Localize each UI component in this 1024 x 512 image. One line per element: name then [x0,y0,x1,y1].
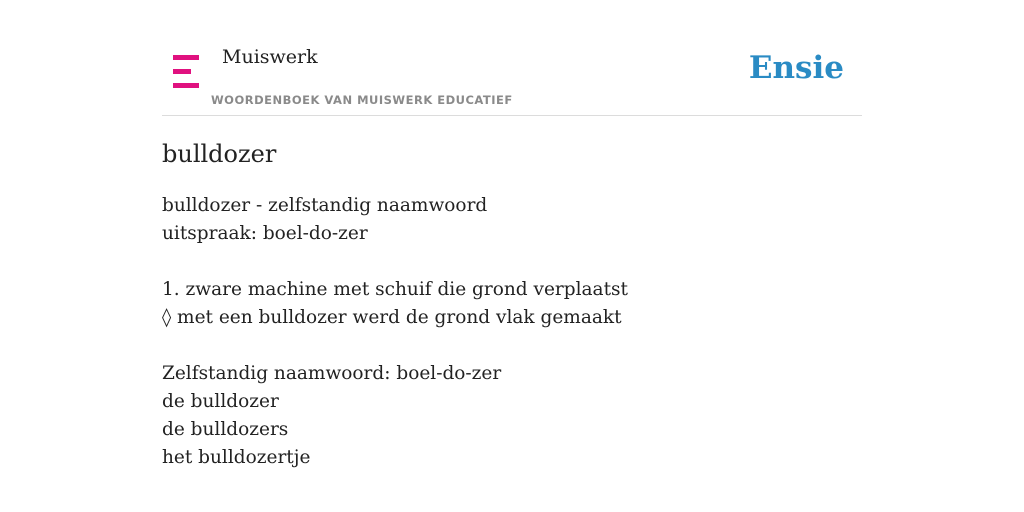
page [162,0,862,512]
logo-bar-bottom [173,83,199,88]
word-form-singular: de bulldozer [162,391,279,412]
part-of-speech-line: bulldozer - zelfstandig naamwoord [162,195,488,216]
spacer [162,332,628,360]
forms-heading: Zelfstandig naamwoord: boel-do-zer [162,363,502,384]
page-title: bulldozer [162,140,277,168]
example-line: ◊ met een bulldozer werd de grond vlak gemaakt [162,307,622,328]
logo-bar-middle [173,69,191,74]
ensie-brand-link[interactable]: Ensie [748,50,844,86]
logo-bar-top [173,55,199,60]
definition-line: 1. zware machine met schuif die grond verplaatst [162,279,628,300]
site-name[interactable]: Muiswerk [222,46,318,68]
word-form-diminutive: het bulldozertje [162,447,311,468]
spacer [162,248,628,276]
word-form-plural: de bulldozers [162,419,289,440]
muiswerk-logo-icon[interactable] [173,55,199,88]
site-subtitle: WOORDENBOEK VAN MUISWERK EDUCATIEF [211,93,513,107]
pronunciation-line: uitspraak: boel-do-zer [162,223,368,244]
entry-body [162,192,628,472]
site-header [162,0,862,116]
